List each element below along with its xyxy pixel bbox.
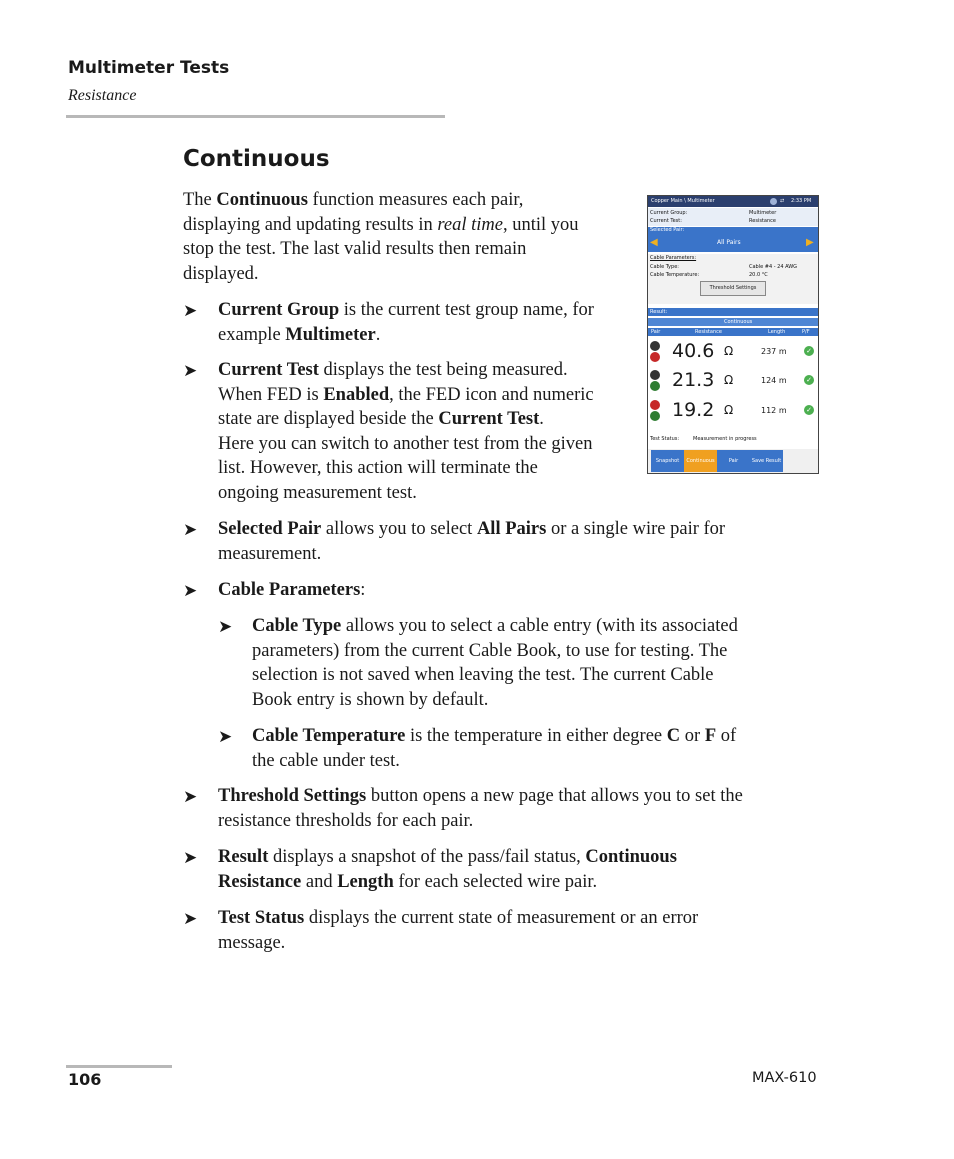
text: is the current test group name, for <box>339 300 594 320</box>
resistance-unit: Ω <box>724 344 734 358</box>
text-bold: Current Group <box>218 300 340 320</box>
text-bold: Continuous <box>216 190 308 210</box>
text: , the FED icon and numeric <box>389 384 594 405</box>
text: . <box>375 324 381 345</box>
text: or a single wire pair for <box>546 519 726 539</box>
wire-b-icon <box>650 381 660 391</box>
text-italic: real time <box>437 214 503 235</box>
cable-temperature-value[interactable]: 20.0 °C <box>749 272 768 278</box>
pass-check-icon: ✓ <box>804 405 814 415</box>
resistance-value: 21.3 <box>672 369 715 391</box>
pass-check-icon: ✓ <box>804 375 814 385</box>
text: . <box>539 409 544 429</box>
wire-a-icon <box>650 370 660 380</box>
length-value: 124 m <box>761 376 787 385</box>
column-length: Length <box>768 329 786 335</box>
save-result-button[interactable]: Save Result <box>750 450 783 472</box>
current-test-label: Current Test: <box>650 218 682 224</box>
resistance-unit: Ω <box>724 403 734 417</box>
text: resistance thresholds for each pair. <box>218 810 474 831</box>
bullet-result <box>218 845 838 894</box>
length-value: 112 m <box>761 406 787 415</box>
text-bold: Resistance <box>218 871 302 892</box>
text: example <box>218 324 286 345</box>
text: Here you can switch to another test from the given <box>218 433 593 454</box>
header-rule <box>66 115 445 118</box>
test-status-label: Test Status: <box>650 436 680 442</box>
battery-icon <box>770 198 777 205</box>
document-code: MAX-610 <box>752 1070 817 1086</box>
bullet-test-status <box>218 906 838 955</box>
text: message. <box>218 932 286 953</box>
arrow-right-icon[interactable]: ▶ <box>806 237 814 248</box>
arrow-left-icon[interactable]: ◀ <box>650 237 658 248</box>
text: button opens a new page that allows you to set the <box>366 786 743 806</box>
bullet-arrow-icon: ➤ <box>218 617 233 636</box>
text: parameters) from the current Cable Book, to use for testing. The <box>252 640 728 661</box>
text-bold: Test Status <box>218 908 305 928</box>
bullet-arrow-icon: ➤ <box>183 909 198 928</box>
text-bold: Threshold Settings <box>218 786 367 806</box>
bullet-arrow-icon: ➤ <box>183 787 198 806</box>
bullet-current-group <box>218 298 648 347</box>
pair-button[interactable]: Pair <box>717 450 750 472</box>
text-bold: All Pairs <box>476 519 547 539</box>
snapshot-button[interactable]: Snapshot <box>651 450 684 472</box>
cable-parameters-label: Cable Parameters: <box>650 255 697 261</box>
text: state are displayed beside the <box>218 409 439 429</box>
current-group-value: Multimeter <box>749 210 777 216</box>
current-group-label: Current Group: <box>650 210 688 216</box>
bullet-selected-pair <box>218 517 828 566</box>
wire-a-icon <box>650 341 660 351</box>
running-header-subtitle: Resistance <box>68 87 137 104</box>
device-time: 2:33 PM <box>791 198 812 204</box>
current-test-value[interactable]: Resistance <box>749 218 776 224</box>
text: displaying and updating results in <box>183 214 438 235</box>
test-status-value: Measurement in progress <box>693 436 757 442</box>
wire-b-icon <box>650 411 660 421</box>
result-row <box>648 398 818 428</box>
selected-pair-selector[interactable] <box>648 234 818 252</box>
text: Book entry is shown by default. <box>252 689 489 710</box>
text: function measures each pair, <box>307 190 524 210</box>
selected-pair-value: All Pairs <box>717 239 741 246</box>
result-mode-label: Continuous <box>724 319 753 325</box>
bullet-cable-temperature <box>252 724 832 773</box>
selected-pair-header <box>648 227 818 234</box>
cable-type-value[interactable]: Cable #4 - 24 AWG <box>749 264 798 270</box>
bullet-arrow-icon: ➤ <box>183 848 198 867</box>
intro-paragraph <box>183 188 643 286</box>
section-title: Continuous <box>183 146 330 172</box>
text-bold: Multimeter <box>285 324 376 345</box>
text-bold: Continuous <box>585 847 677 867</box>
text: , until you <box>502 214 579 235</box>
cable-temperature-label: Cable Temperature: <box>650 272 700 278</box>
text: measurement. <box>218 543 322 564</box>
text: : <box>360 580 366 600</box>
running-header-title: Multimeter Tests <box>68 58 230 78</box>
bullet-arrow-icon: ➤ <box>218 727 233 746</box>
column-resistance: Resistance <box>695 329 722 335</box>
text-bold: Cable Temperature <box>252 726 406 746</box>
result-mode-band <box>648 318 818 326</box>
bullet-cable-parameters <box>218 578 365 603</box>
result-table-header <box>648 328 818 336</box>
text: ongoing measurement test. <box>218 482 417 503</box>
text: displays a snapshot of the pass/fail status, <box>268 847 586 867</box>
text: The <box>183 190 217 210</box>
text: selection is not saved when leaving the test. The current Cable <box>252 665 714 685</box>
text: When FED is <box>218 384 324 405</box>
continuous-button[interactable]: Continuous <box>684 450 717 472</box>
text: is the temperature in either degree <box>405 726 667 746</box>
device-title: Copper Main \ Multimeter <box>651 198 715 204</box>
wire-b-icon <box>650 352 660 362</box>
text-bold: Selected Pair <box>218 519 322 539</box>
device-title-bar <box>648 196 818 207</box>
resistance-value: 40.6 <box>672 340 715 362</box>
result-label: Result: <box>650 309 668 315</box>
text: allows you to select <box>321 519 477 539</box>
bullet-arrow-icon: ➤ <box>183 581 198 600</box>
text-bold: F <box>704 726 717 746</box>
column-pair: Pair <box>651 329 661 335</box>
result-row <box>648 339 818 369</box>
bullet-arrow-icon: ➤ <box>183 520 198 539</box>
cable-type-label: Cable Type: <box>650 264 679 270</box>
result-row <box>648 368 818 398</box>
text-bold: C <box>666 726 681 746</box>
text-bold: Current Test <box>438 409 540 429</box>
device-screenshot <box>647 195 819 474</box>
text-bold: Length <box>337 871 394 892</box>
text: allows you to select a cable entry (with its associated <box>341 616 738 636</box>
text: displayed. <box>183 263 259 284</box>
resistance-value: 19.2 <box>672 399 715 421</box>
bullet-arrow-icon: ➤ <box>183 361 198 380</box>
bullet-current-test <box>218 358 648 505</box>
bullet-arrow-icon: ➤ <box>183 301 198 320</box>
text: stop the test. The last valid results then remain <box>183 239 527 259</box>
text: displays the current state of measurement or an error <box>304 908 699 928</box>
wire-a-icon <box>650 400 660 410</box>
text-bold: Cable Parameters <box>218 580 361 600</box>
footer-rule <box>66 1065 172 1068</box>
text: and <box>301 871 338 892</box>
selected-pair-label: Selected Pair: <box>650 227 685 233</box>
resistance-unit: Ω <box>724 373 734 387</box>
text: list. However, this action will terminate the <box>218 458 538 478</box>
column-pass-fail: P/F <box>802 329 810 335</box>
text: displays the test being measured. <box>318 360 568 380</box>
bullet-cable-type <box>252 614 832 712</box>
text: of <box>716 726 737 746</box>
text-bold: Enabled <box>323 384 390 405</box>
text-bold: Current Test <box>218 360 319 380</box>
threshold-settings-button[interactable]: Threshold Settings <box>700 281 766 296</box>
result-header <box>648 308 818 316</box>
text-bold: Cable Type <box>252 616 342 636</box>
page-number: 106 <box>68 1070 102 1089</box>
text-bold: Result <box>218 847 269 867</box>
text: for each selected wire pair. <box>393 871 598 892</box>
pass-check-icon: ✓ <box>804 346 814 356</box>
bullet-threshold-settings <box>218 784 838 833</box>
usb-icon: ⇄ <box>780 198 785 204</box>
text: the cable under test. <box>252 750 400 771</box>
length-value: 237 m <box>761 347 787 356</box>
text: or <box>680 726 705 746</box>
